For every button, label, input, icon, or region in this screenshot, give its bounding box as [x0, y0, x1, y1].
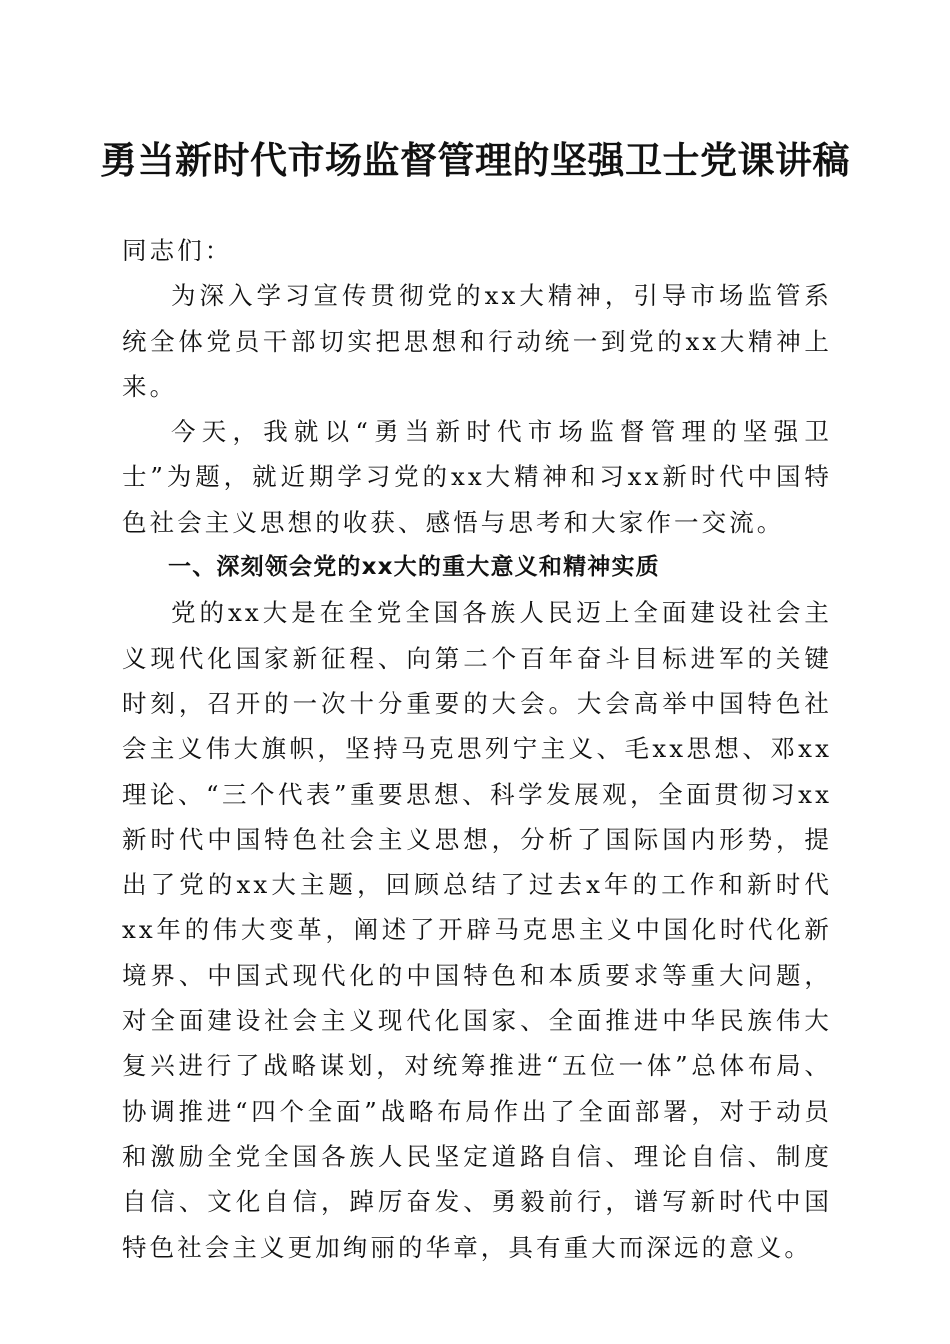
section-heading: 一、深刻领会党的xx大的重大意义和精神实质: [168, 554, 660, 581]
topic-paragraph: 今天，我就以“勇当新时代市场监督管理的坚强卫士”为题，就近期学习党的xx大精神和习xx新时代中国特色社会主义思想的收获、感悟与思考和大家作一交流。: [122, 417, 832, 537]
intro-paragraph: 为深入学习宣传贯彻党的xx大精神，引导市场监管系统全体党员干部切实把思想和行动统一到党的xx大精神上来。: [122, 281, 832, 401]
document-title: 勇当新时代市场监督管理的坚强卫士党课讲稿: [100, 138, 850, 182]
document-body: [122, 228, 832, 1270]
section-paragraph: 党的xx大是在全党全国各族人民迈上全面建设社会主义现代化国家新征程、向第二个百年奋斗目标进军的关键时刻，召开的一次十分重要的大会。大会高举中国特色社会主义伟大旗帜，坚持马克思列宁主义、毛xx思想、邓xx理论、“三个代表”重要思想、科学发展观，全面贯彻习xx新时代中国特色社会主义思想，分析了国际国内形势，提出了党的xx大主题，回顾总结了过去x年的工作和新时代xx年的伟大变革，阐述了开辟马克思主义中国化时代化新境界、中国式现代化的中国特色和本质要求等重大问题，对全面建设社会主义现代化国家、全面推进中华民族伟大复兴进行了战略谋划，对统筹推进“五位一体”总体布局、协调推进“四个全面”战略布局作出了全面部署，对于动员和激励全党全国各族人民坚定道路自信、理论自信、制度自信、文化自信，踔厉奋发、勇毅前行，谱写新时代中国特色社会主义更加绚丽的华章，具有重大而深远的意义。: [122, 598, 832, 1262]
salutation: 同志们：: [122, 236, 233, 265]
